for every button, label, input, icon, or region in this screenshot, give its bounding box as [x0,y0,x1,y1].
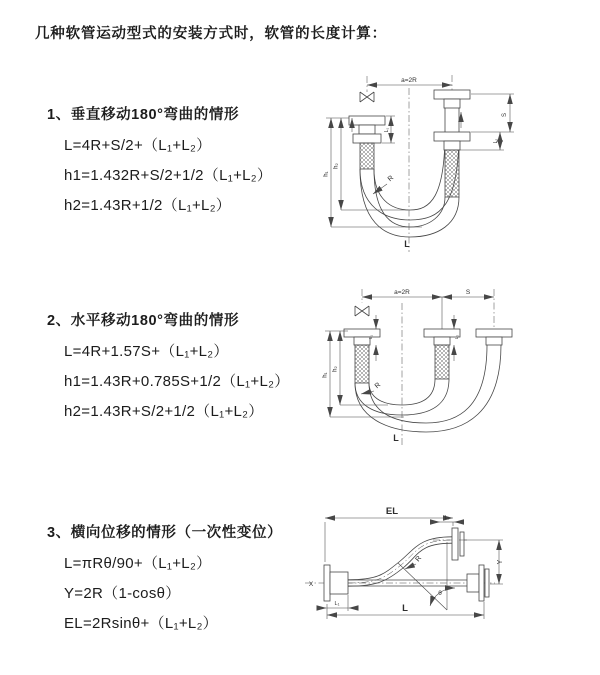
section-2-formula-h1: h1=1.43R+0.785S+1/2（L₁+L₂） [64,373,290,390]
dim-label-h2: h₂ [332,366,339,372]
left-fitting [344,329,380,383]
right-fitting-lower [434,132,470,197]
dim-label-l1: L₁ [368,334,373,340]
left-fitting [349,116,385,169]
dim-label-h1: h₁ [322,372,329,378]
valve-icon [360,92,374,102]
dim-label-s: S [465,289,471,296]
dimensions [309,506,504,619]
section-1-formula-l: L=4R+S/2+（L₁+L₂） [64,137,212,154]
radius-label: R [373,381,383,391]
dim-label-a2r: a=2R [401,77,417,84]
dim-label-h2: h₂ [333,163,340,169]
section-1-heading: 1、垂直移动180°弯曲的情形 [47,107,240,123]
length-label: L [404,239,410,249]
construction-lines [398,542,455,610]
length-label: L [402,603,408,614]
braid-section [355,345,369,383]
valve-icon [355,306,369,316]
section-3-formula-l: L=πRθ/90+（L₁+L₂） [64,555,212,572]
braid-section [435,345,449,379]
diagram-lateral-displacement [297,498,597,628]
section-1-formula-h2: h2=1.43R+1/2（L₁+L₂） [64,197,232,214]
section-2-heading: 2、水平移动180°弯曲的情形 [47,313,240,329]
dim-label-l1: L₁ [384,127,390,133]
dim-label-l1: L₁ [334,601,340,607]
radius-label: R [386,174,396,184]
dim-label-l2: L₂ [493,138,499,144]
hose-s-curve [348,537,469,586]
theta-label: θ [438,590,442,597]
upper-right-fitting [452,528,464,560]
right-fitting [476,329,512,345]
diagram-vertical-180-bend [314,70,526,256]
section-3-heading: 3、横向位移的情形（一次性变位） [47,525,283,541]
left-fitting [324,565,348,601]
lower-right-fitting [467,565,489,601]
diagram-horizontal-180-bend [308,283,533,453]
length-label: L [393,433,399,443]
page-title: 几种软管运动型式的安装方式时，软管的长度计算： [35,26,387,42]
dim-label-a2r: a=2R [394,289,410,296]
dimensions [324,77,515,249]
section-3-formula-y: Y=2R（1-cosθ） [64,585,181,602]
dim-label-h1: h₁ [323,171,330,177]
section-1-formula-h1: h1=1.432R+S/2+1/2（L₁+L₂） [64,167,273,184]
dim-label-s: S [502,112,508,118]
right-fitting-upper [434,90,470,132]
dim-label-y: Y [497,559,504,565]
section-2-formula-h2: h2=1.43R+S/2+1/2（L₁+L₂） [64,403,264,420]
dimensions [323,289,495,443]
dim-label-l2: L₂ [454,334,459,340]
section-3-formula-el: EL=2Rsinθ+（L₁+L₂） [64,615,218,632]
braid-section [445,150,459,197]
dim-label-el: EL [385,506,399,517]
braid-section [360,143,374,169]
radius-label: R [414,554,424,564]
section-2-formula-l: L=4R+1.57S+（L₁+L₂） [64,343,229,360]
axis-mark-label: X [308,581,314,588]
dim-label-l2: L₂ [444,515,450,521]
